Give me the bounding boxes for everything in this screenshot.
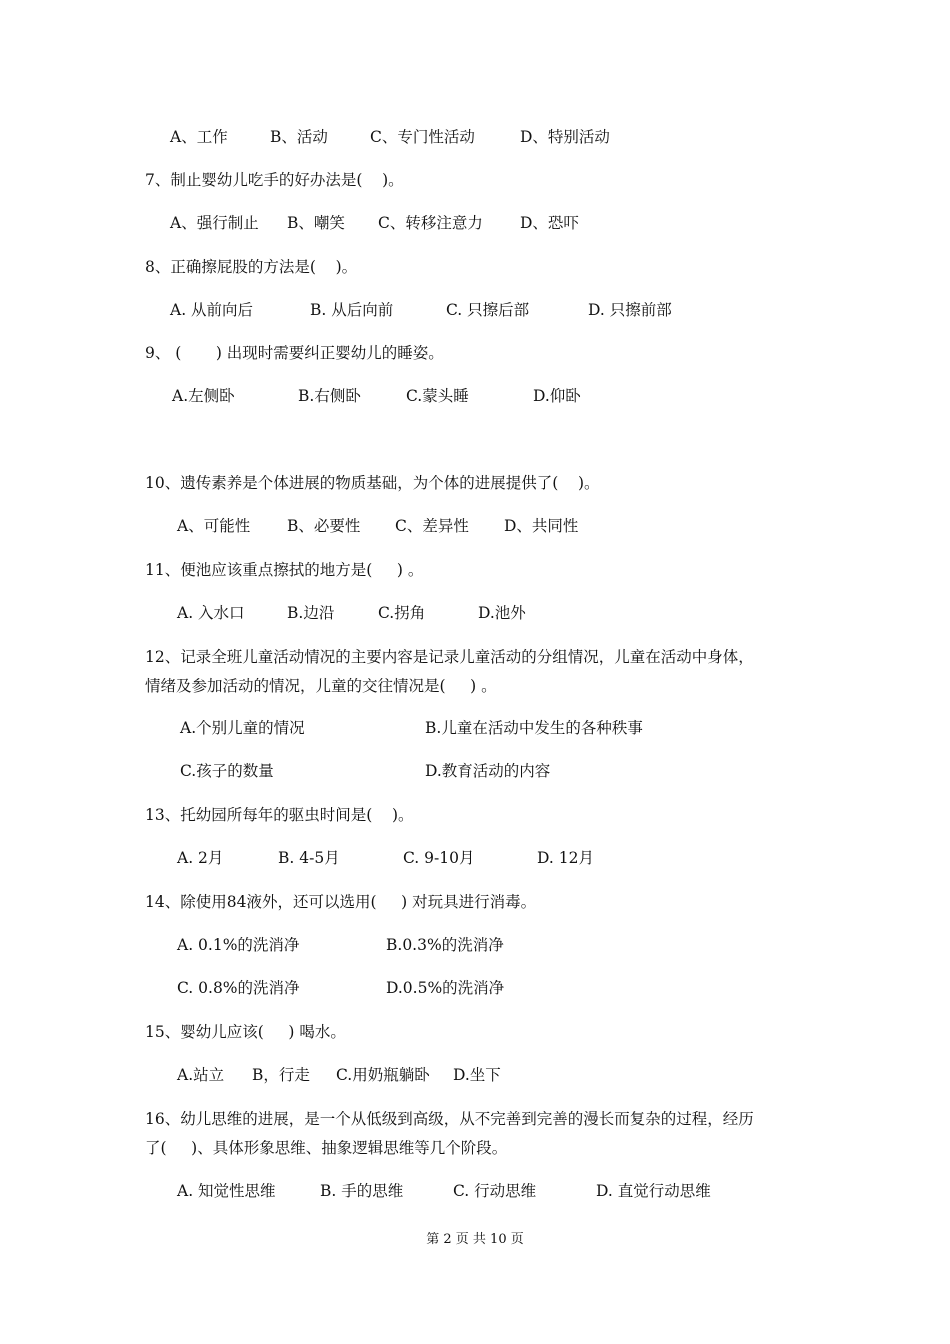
- question-text: 11、便池应该重点擦拭的地方是( ) 。: [145, 561, 424, 579]
- option-text: C. 只擦后部: [446, 301, 530, 319]
- option-text: D、特别活动: [520, 128, 610, 146]
- question-text: 15、婴幼儿应该( ) 喝水。: [145, 1023, 346, 1041]
- option-text: B. 从后向前: [310, 301, 394, 319]
- option-text: A.个别儿童的情况: [180, 719, 305, 737]
- option-text: A. 0.1%的洗消净: [177, 936, 300, 954]
- option-text: C、转移注意力: [378, 214, 483, 232]
- option-text: C、专门性活动: [370, 128, 475, 146]
- question-text: 7、制止婴幼儿吃手的好办法是( )。: [145, 171, 404, 189]
- question-text: 13、托幼园所每年的驱虫时间是( )。: [145, 806, 414, 824]
- option-text: A. 2月: [177, 849, 224, 867]
- option-text: B、活动: [270, 128, 328, 146]
- option-text: C. 行动思维: [453, 1182, 537, 1200]
- option-text: C、差异性: [395, 517, 469, 535]
- question-text: 16、幼儿思维的进展，是一个从低级到高级，从不完善到完善的漫长而复杂的过程，经历: [145, 1110, 754, 1128]
- option-text: D.池外: [478, 604, 526, 622]
- option-text: B. 手的思维: [320, 1182, 404, 1200]
- option-text: C.孩子的数量: [180, 762, 274, 780]
- option-text: A、强行制止: [170, 214, 259, 232]
- option-text: B.右侧卧: [298, 387, 361, 405]
- option-text: D、共同性: [504, 517, 579, 535]
- option-text: D.仰卧: [533, 387, 581, 405]
- question-text: 14、除使用84液外，还可以选用( ) 对玩具进行消毒。: [145, 893, 537, 911]
- option-text: B.儿童在活动中发生的各种秩事: [425, 719, 643, 737]
- option-text: C.蒙头睡: [406, 387, 469, 405]
- question-text: 情绪及参加活动的情况，儿童的交往情况是( ) 。: [145, 677, 497, 695]
- page-footer: 第 2 页 共 10 页: [426, 1232, 524, 1247]
- option-text: A、可能性: [177, 517, 251, 535]
- option-text: D. 只擦前部: [588, 301, 672, 319]
- option-text: D. 12月: [537, 849, 594, 867]
- option-text: B，行走: [252, 1066, 310, 1084]
- question-text: 8、正确擦屁股的方法是( )。: [145, 258, 358, 276]
- question-text: 9、 ( ) 出现时需要纠正婴幼儿的睡姿。: [145, 344, 444, 362]
- question-text: 10、遗传素养是个体进展的物质基础，为个体的进展提供了( )。: [145, 474, 600, 492]
- option-text: B.0.3%的洗消净: [386, 936, 504, 954]
- option-text: D.0.5%的洗消净: [386, 979, 505, 997]
- option-text: D、恐吓: [520, 214, 579, 232]
- option-text: C. 9-10月: [403, 849, 475, 867]
- option-text: C.拐角: [378, 604, 426, 622]
- option-text: A. 知觉性思维: [177, 1182, 276, 1200]
- option-text: A.站立: [177, 1066, 225, 1084]
- question-text: 了( )、具体形象思维、抽象逻辑思维等几个阶段。: [145, 1139, 508, 1157]
- option-text: D.坐下: [453, 1066, 501, 1084]
- option-text: A. 从前向后: [170, 301, 254, 319]
- option-text: A、工作: [170, 128, 228, 146]
- option-text: B、嘲笑: [287, 214, 345, 232]
- option-text: D. 直觉行动思维: [596, 1182, 711, 1200]
- option-text: D.教育活动的内容: [425, 762, 551, 780]
- option-text: B、必要性: [287, 517, 361, 535]
- option-text: A.左侧卧: [172, 387, 235, 405]
- option-text: C. 0.8%的洗消净: [177, 979, 300, 997]
- question-text: 12、记录全班儿童活动情况的主要内容是记录儿童活动的分组情况，儿童在活动中身体，: [145, 648, 754, 666]
- option-text: B. 4-5月: [278, 849, 340, 867]
- option-text: A. 入水口: [177, 604, 245, 622]
- option-text: B.边沿: [287, 604, 335, 622]
- option-text: C.用奶瓶躺卧: [336, 1066, 430, 1084]
